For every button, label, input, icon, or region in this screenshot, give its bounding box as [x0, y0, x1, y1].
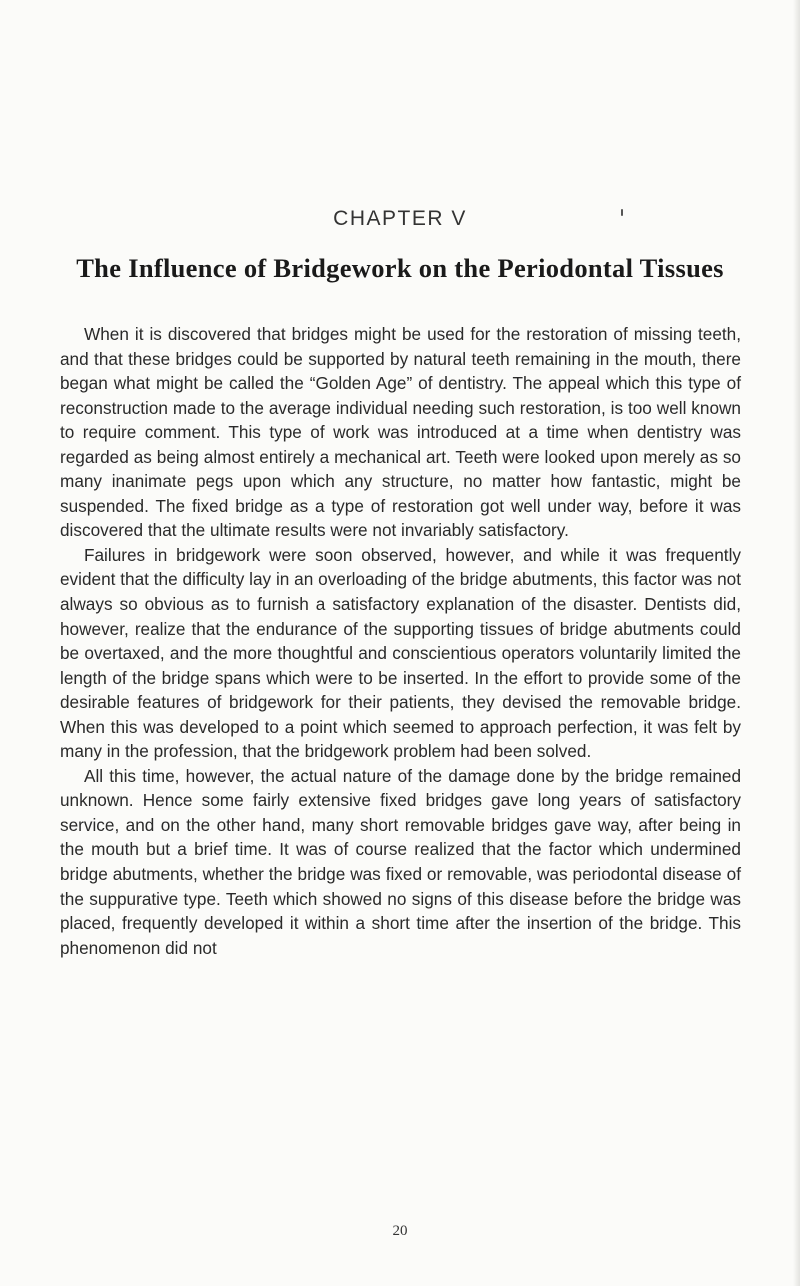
page-number: 20	[392, 1223, 408, 1239]
chapter-label: CHAPTER V	[333, 207, 467, 230]
paragraph-1: When it is discovered that bridges might be used for the restoration of missing teeth, and that these bridges could be supported by natural teeth remaining in the mouth, there began what might be called the “Golden Age” of dentistry. The appeal which this type of reconstruction made to the average individual needing such restoration, is too well known to require comment. This type of work was introduced at a time when dentistry was regarded as being almost entirely a mechanical art. Teeth were looked upon merely as so many inanimate pegs upon which any structure, no matter how fantastic, might be suspended. The fixed bridge as a type of restoration got well under way, before it was discovered that the ultimate results were not invariably satisfactory.	[60, 324, 741, 541]
paragraph-2: Failures in bridgework were soon observed, however, and while it was frequently evident that the difficulty lay in an overloading of the bridge abutments, this factor was not always so obvious as to furnish a satisfactory explanation of the disaster. Dentists did, however, realize that the endurance of the supporting tissues of bridge abutments could be overtaxed, and the more thoughtful and conscientious operators voluntarily limited the length of the bridge spans which were to be inserted. In the effort to provide some of the desirable features of bridgework for their patients, they devised the removable bridge. When this was developed to a point which seemed to approach perfection, it was felt by many in the profession, that the bridgework problem had been solved.	[60, 544, 741, 762]
paragraph-3: All this time, however, the actual nature of the damage done by the bridge remained unknown. Hence some fairly extensive fixed bridges gave long years of satisfactory service, and on the other hand, many short removable bridges gave way, after being in the mouth but a brief time. It was of course realized that the factor which undermined bridge abutments, whether the bridge was fixed or removable, was periodontal disease of the suppurative type. Teeth which showed no signs of this disease before the bridge was placed, frequently developed it within a short time after the insertion of the bridge. This phenomenon did not	[60, 765, 741, 958]
chapter-body	[60, 322, 741, 960]
chapter-title: The Influence of Bridgework on the Periodontal Tissues	[76, 253, 724, 283]
page-edge-shadow	[793, 0, 800, 1286]
